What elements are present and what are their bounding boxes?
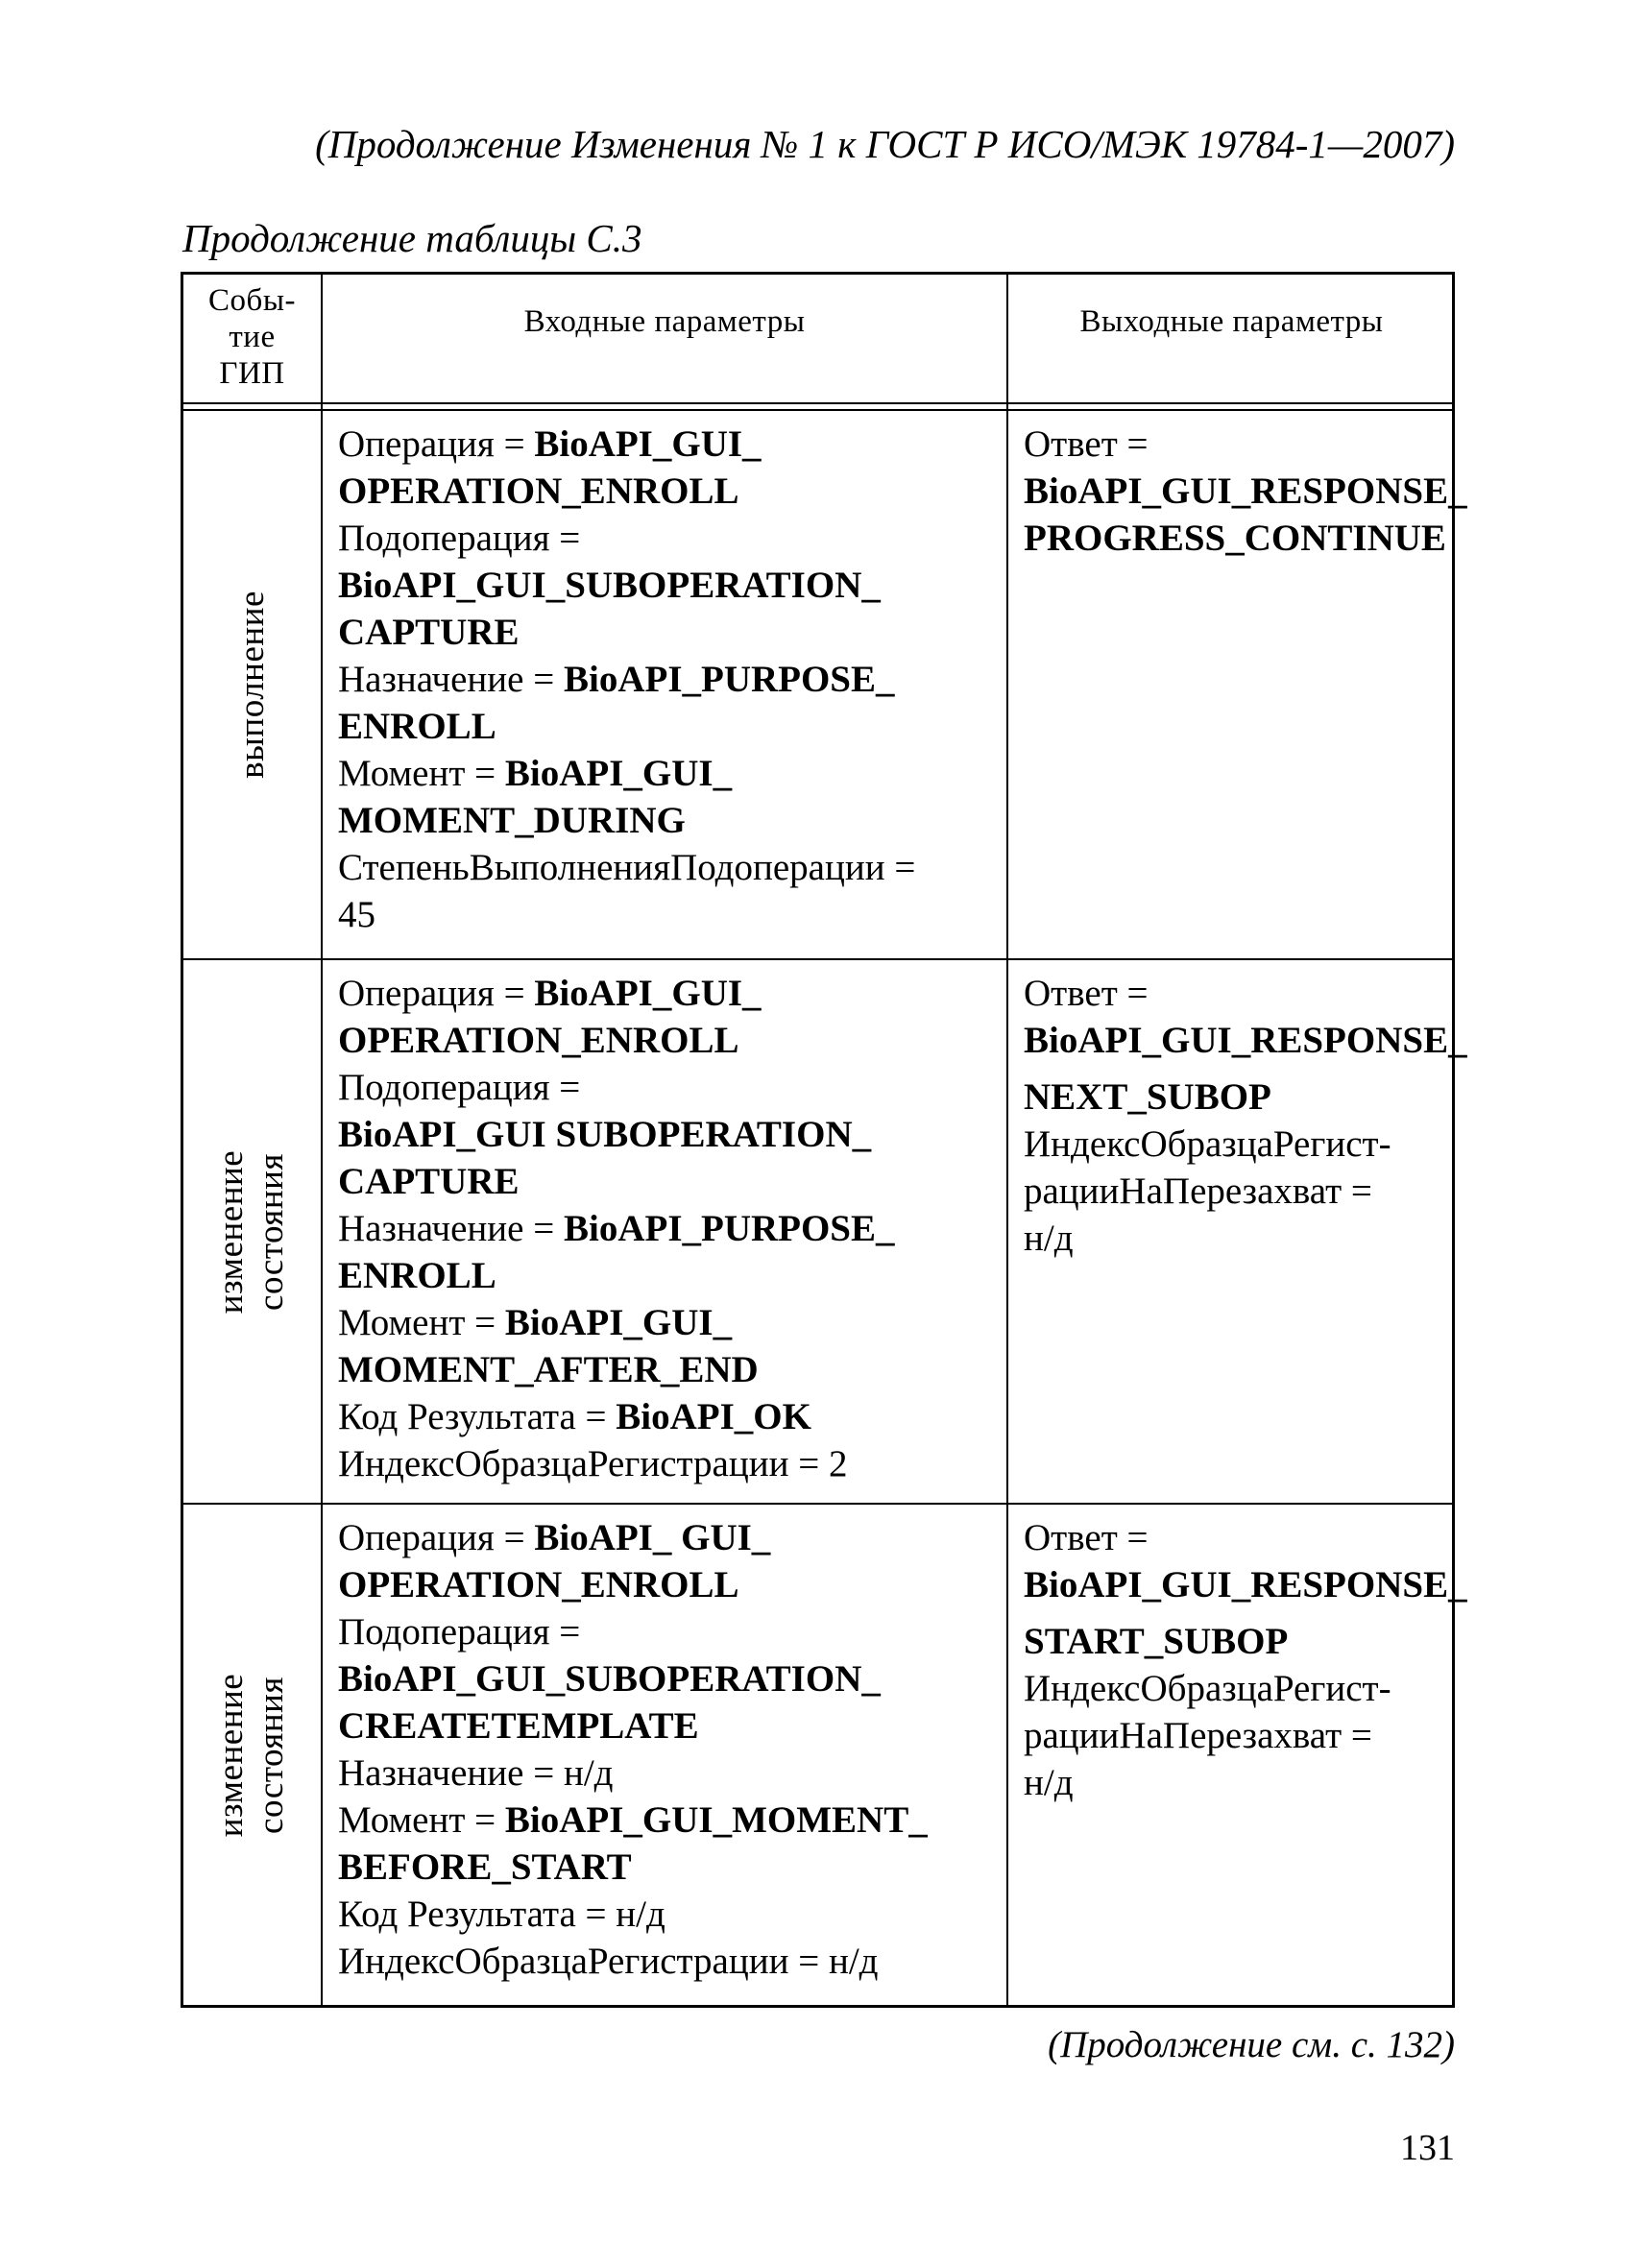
param-line <box>338 1440 1006 1487</box>
param-text: н/д <box>1024 1762 1074 1803</box>
param-line <box>338 1064 1006 1111</box>
param-value: NEXT_SUBOP <box>1024 1076 1271 1118</box>
param-text: ИндексОбразцаРегист- <box>1024 1668 1391 1709</box>
param-line <box>338 1702 1006 1749</box>
param-value: ENROLL <box>338 706 496 747</box>
param-line <box>1024 1514 1455 1561</box>
param-line <box>1024 970 1455 1017</box>
param-line <box>338 797 1006 844</box>
param-value: BioAPI_GUI SUBOPERATION_ <box>338 1114 872 1155</box>
param-value: START_SUBOP <box>1024 1621 1289 1662</box>
param-line <box>338 656 1006 703</box>
param-value: BioAPI_PURPOSE_ <box>563 659 895 700</box>
param-line <box>338 1891 1006 1938</box>
param-text: Код Результата = <box>338 1396 617 1437</box>
param-text: Операция = <box>338 1517 535 1558</box>
param-value: BioAPI_PURPOSE_ <box>563 1208 895 1249</box>
param-value: MOMENT_AFTER_END <box>338 1349 759 1390</box>
row-3-event-text <box>212 1674 293 1837</box>
header-divider-top <box>183 402 1452 404</box>
param-line <box>338 1252 1006 1299</box>
param-value: CAPTURE <box>338 612 520 653</box>
param-value: BioAPI_GUI_ <box>504 1302 733 1343</box>
param-text: Назначение = н/д <box>338 1752 614 1794</box>
param-value: MOMENT_DURING <box>338 800 686 841</box>
param-line <box>1024 515 1455 562</box>
param-text: СтепеньВыполненияПодоперации = <box>338 847 916 888</box>
header-input: Входные параметры <box>523 304 806 339</box>
param-line <box>338 970 1006 1017</box>
param-value: CREATETEMPLATE <box>338 1705 699 1747</box>
param-value: BioAPI_OK <box>616 1396 811 1437</box>
param-line <box>338 1561 1006 1608</box>
event-line: состояния <box>252 1677 292 1834</box>
param-text: Момент = <box>338 753 505 794</box>
param-value: OPERATION_ENROLL <box>338 1564 739 1605</box>
table-caption: Продолжение таблицы С.3 <box>182 216 642 260</box>
param-text: н/д <box>1024 1218 1074 1259</box>
param-line <box>338 1393 1006 1440</box>
param-line <box>338 515 1006 562</box>
param-line <box>338 1514 1006 1561</box>
param-text: 45 <box>338 894 375 935</box>
param-value: BioAPI_GUI_RESPONSE_ <box>1024 470 1467 512</box>
event-line: выполнение <box>231 591 272 779</box>
param-line <box>338 468 1006 515</box>
param-text: ИндексОбразцаРегистрации = 2 <box>338 1443 848 1484</box>
header-event-line: тие <box>229 320 276 354</box>
param-value: BioAPI_GUI_ <box>534 423 762 465</box>
param-value: BioAPI_GUI_ <box>534 973 762 1014</box>
row-1-event-text <box>232 591 273 779</box>
param-value: CAPTURE <box>338 1161 520 1202</box>
param-line <box>338 844 1006 891</box>
param-text: Ответ = <box>1024 423 1149 465</box>
header-event-line: ГИП <box>219 356 285 391</box>
param-line <box>338 1749 1006 1797</box>
event-line: изменение <box>211 1673 252 1838</box>
row-2-output <box>1008 960 1467 1262</box>
param-value: OPERATION_ENROLL <box>338 470 739 512</box>
param-value: BioAPI_GUI_ <box>504 753 733 794</box>
row-1-event <box>183 411 321 958</box>
param-value: PROGRESS_CONTINUE <box>1024 518 1446 559</box>
param-text: ИндексОбразцаРегист- <box>1024 1123 1391 1165</box>
param-value: ENROLL <box>338 1255 496 1296</box>
row-1-output <box>1008 411 1467 562</box>
param-text: Подоперация = <box>338 1067 581 1108</box>
param-line <box>338 1938 1006 1985</box>
running-header: (Продолжение Изменения № 1 к ГОСТ Р ИСО/МЭК 19784-1—2007) <box>315 122 1455 166</box>
param-text: Подоперация = <box>338 518 581 559</box>
param-value: BioAPI_GUI_RESPONSE_ <box>1024 1020 1467 1061</box>
param-value: BioAPI_GUI_SUBOPERATION_ <box>338 565 881 606</box>
param-text: Назначение = <box>338 1208 564 1249</box>
row-3-input <box>323 1505 1006 1985</box>
param-line <box>1024 1759 1455 1806</box>
page-number: 131 <box>1400 2128 1455 2168</box>
param-line <box>1024 1608 1455 1665</box>
param-text: Операция = <box>338 423 535 465</box>
event-line: изменение <box>211 1149 252 1314</box>
param-line <box>338 1017 1006 1064</box>
row-2-event-text <box>212 1149 293 1313</box>
param-value: BioAPI_GUI_SUBOPERATION_ <box>338 1658 881 1700</box>
param-line <box>338 1346 1006 1393</box>
row-3-event <box>183 1505 321 2006</box>
param-line <box>338 421 1006 468</box>
param-text: Ответ = <box>1024 973 1149 1014</box>
param-text: Ответ = <box>1024 1517 1149 1558</box>
param-line <box>338 750 1006 797</box>
param-line <box>338 1299 1006 1346</box>
row-2-event <box>183 960 321 1503</box>
param-line <box>1024 1712 1455 1759</box>
param-line <box>338 609 1006 656</box>
row-1-input <box>323 411 1006 938</box>
param-value: BioAPI_GUI_RESPONSE_ <box>1024 1564 1467 1605</box>
param-line <box>338 1844 1006 1891</box>
param-line <box>1024 421 1455 468</box>
header-output: Выходные параметры <box>1079 304 1384 339</box>
param-value: BioAPI_GUI_MOMENT_ <box>504 1799 928 1841</box>
param-text: Операция = <box>338 973 535 1014</box>
header-event-line: Собы- <box>208 283 296 318</box>
table-c3 <box>181 272 1467 2008</box>
param-line <box>338 891 1006 938</box>
param-value: BEFORE_START <box>338 1846 632 1888</box>
param-line <box>1024 468 1467 515</box>
param-line <box>338 1608 1006 1655</box>
continuation-note: (Продолжение см. с. 132) <box>1048 2024 1455 2065</box>
param-text: Момент = <box>338 1799 505 1841</box>
param-line <box>1024 1064 1455 1121</box>
row-3-output <box>1008 1505 1467 1806</box>
param-line <box>1024 1665 1455 1712</box>
event-line: состояния <box>252 1152 292 1311</box>
param-line <box>338 1655 1006 1702</box>
param-line <box>1024 1017 1467 1064</box>
param-text: рацииНаПерезахват = <box>1024 1170 1372 1212</box>
param-text: Подоперация = <box>338 1611 581 1653</box>
param-line <box>338 703 1006 750</box>
param-line <box>338 1111 1006 1158</box>
row-2-input <box>323 960 1006 1487</box>
param-text: Назначение = <box>338 659 564 700</box>
param-value: BioAPI_ GUI_ <box>534 1517 771 1558</box>
param-text: Код Результата = н/д <box>338 1894 665 1935</box>
param-line <box>338 1205 1006 1252</box>
param-text: рацииНаПерезахват = <box>1024 1715 1372 1756</box>
param-line <box>1024 1215 1455 1262</box>
param-line <box>1024 1121 1455 1168</box>
param-line <box>1024 1168 1455 1215</box>
header-event <box>183 282 321 402</box>
param-line <box>338 1797 1006 1844</box>
param-line <box>338 562 1006 609</box>
param-value: OPERATION_ENROLL <box>338 1020 739 1061</box>
param-text: ИндексОбразцаРегистрации = н/д <box>338 1941 879 1982</box>
param-text: Момент = <box>338 1302 505 1343</box>
param-line <box>338 1158 1006 1205</box>
param-line <box>1024 1561 1467 1608</box>
